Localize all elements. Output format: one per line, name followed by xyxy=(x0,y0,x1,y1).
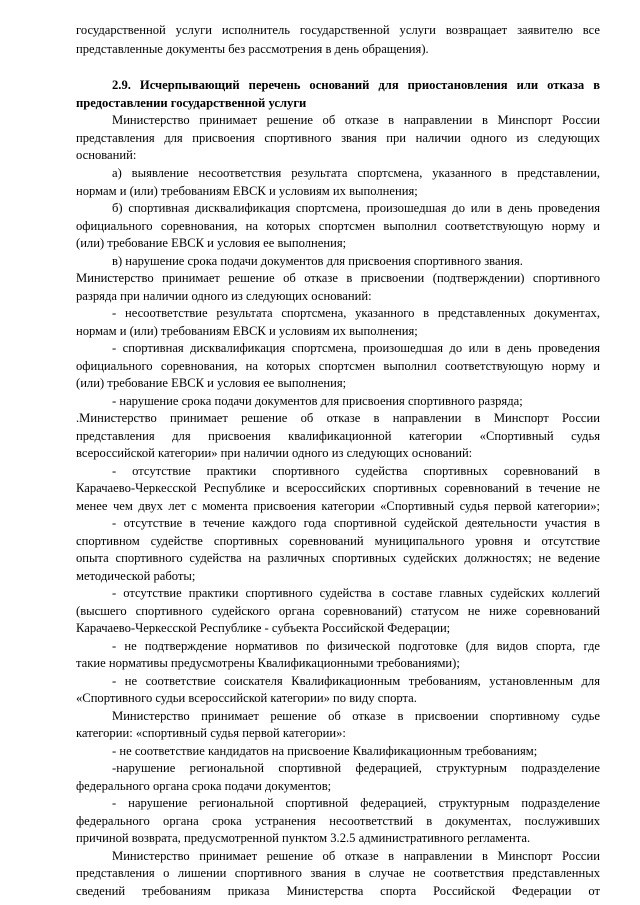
text-line: б) спортивная дисквалификация спортсмена, произошедшая до или в день проведения xyxy=(112,201,600,215)
text-line: - отсутствие практики спортивного судейства в составе главных судейских коллегий xyxy=(112,586,600,600)
text-line: представления для присвоения спортивного звания при наличии одного из следующих xyxy=(76,131,600,145)
text-line: Министерство принимает решение об отказе в направлении в Минспорт России xyxy=(112,849,600,863)
text-line: федерального органа срока устранения несоответствий в документах, послуживших xyxy=(76,814,600,828)
text-line: нормам и (или) требованиям ЕВСК и условиям их выполнения; xyxy=(76,324,418,338)
text-line: менее чем двух лет с момента присвоения категории «Спортивный судья первой категории»; xyxy=(76,499,600,513)
text-line: оснований: xyxy=(76,148,137,162)
text-line: (высшего спортивного судейского органа соревнований) статусом не ниже соревнований xyxy=(76,604,600,618)
text-line: нормам и (или) требованиям ЕВСК и условиям их выполнения; xyxy=(76,184,418,198)
text-line: а) выявление несоответствия результата спортсмена, указанного в представлении, xyxy=(112,166,600,180)
text-line: Карачаево-Черкесской Республике и всероссийских спортивных соревнований в течение не xyxy=(76,481,600,495)
text-line: причиной возврата, предусмотренной пунктом 3.2.5 административного регламента. xyxy=(76,831,531,845)
text-line: - отсутствие в течение каждого года спортивной судейской деятельности участия в xyxy=(112,516,600,530)
text-line: -нарушение региональной спортивной федерацией, структурным подразделение xyxy=(112,761,600,775)
text-line: Министерство принимает решение об отказе в присвоении спортивному судье xyxy=(112,709,600,723)
text-line: 2.9. Исчерпывающий перечень оснований для приостановления или отказа в xyxy=(112,78,600,92)
text-line: - нарушение региональной спортивной федерацией, структурным подразделение xyxy=(112,796,600,810)
text-line: - отсутствие практики спортивного судейства спортивных соревнований в xyxy=(112,464,600,478)
text-line: (или) требование ЕВСК и условия ее выполнения; xyxy=(76,236,347,250)
text-line: предоставлении государственной услуги xyxy=(76,96,307,110)
text-line: разряда при наличии одного из следующих оснований: xyxy=(76,289,372,303)
text-line: Министерство принимает решение об отказе в присвоении (подтверждении) спортивного xyxy=(76,271,600,285)
text-line: - несоответствие результата спортсмена, указанного в представленных документах, xyxy=(112,306,600,320)
text-line: методической работы; xyxy=(76,569,196,583)
text-line: - не соответствие соискателя Квалификационным требованиям, установленным для xyxy=(112,674,600,688)
text-line: официального соревнования, на которых спортсмен выполнил соответствующую норму и xyxy=(76,219,600,233)
text-line: представления о лишении спортивного звания в случае не соответствия представленных xyxy=(76,866,600,880)
text-line: спортивном судействе спортивных соревнований муниципального уровня и отсутствие xyxy=(76,534,600,548)
text-line: представления для присвоения квалификационной категории «Спортивный судья xyxy=(76,429,600,443)
text-line: Карачаево-Черкесской Республике - субъекта Российской Федерации; xyxy=(76,621,451,635)
text-line: федерального органа срока подачи документов; xyxy=(76,779,332,793)
text-line: - не подтверждение нормативов по физической подготовке (для видов спорта, где xyxy=(112,639,600,653)
text-line: .Министерство принимает решение об отказе в направлении в Минспорт России xyxy=(76,411,600,425)
text-line: (или) требование ЕВСК и условия ее выполнения; xyxy=(76,376,347,390)
text-line: «Спортивного судьи всероссийской категории» по виду спорта. xyxy=(76,691,417,705)
text-line: категории: «спортивный судья первой категории»: xyxy=(76,726,346,740)
text-line: опыта спортивного судейства на различных спортивных судейских должностях; не ведение xyxy=(76,551,600,565)
text-line: - нарушение срока подачи документов для присвоения спортивного разряда; xyxy=(112,394,523,408)
text-line: сведений требованиям приказа Министерства спорта Российской Федерации от xyxy=(76,884,600,898)
text-line: в) нарушение срока подачи документов для присвоения спортивного звания. xyxy=(112,254,523,268)
text-line: Министерство принимает решение об отказе в направлении в Минспорт России xyxy=(112,113,600,127)
text-line: государственной услуги исполнитель государственной услуги возвращает заявителю все xyxy=(76,23,600,37)
text-line: - спортивная дисквалификация спортсмена, произошедшая до или в день проведения xyxy=(112,341,600,355)
text-line: всероссийской категории» при наличии одного из следующих оснований: xyxy=(76,446,473,460)
text-line: представленные документы без рассмотрения в день обращения). xyxy=(76,42,429,56)
text-line: официального соревнования, на которых спортсмен выполнил соответствующую норму и xyxy=(76,359,600,373)
text-line: такие нормативы предусмотрены Квалификационными требованиями); xyxy=(76,656,460,670)
text-line: - не соответствие кандидатов на присвоение Квалификационным требованиям; xyxy=(112,744,538,758)
